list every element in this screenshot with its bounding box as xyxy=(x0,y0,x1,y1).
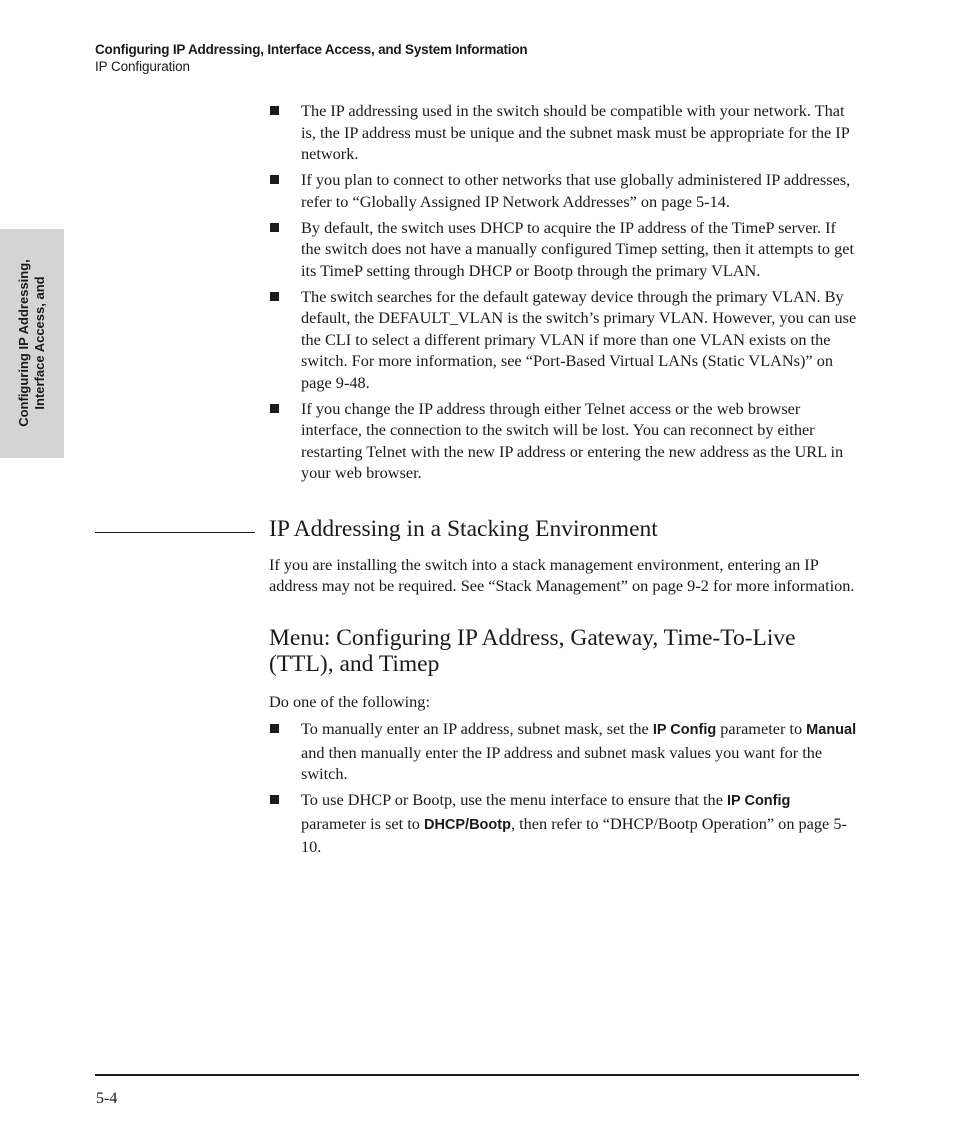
list-item: To use DHCP or Bootp, use the menu interface to ensure that the IP Config parameter is set to DHCP/Bootp, then refer to “DHCP/Bootp Operation” on page 5-10. xyxy=(269,789,859,858)
keyword-manual: Manual xyxy=(806,722,857,738)
bullet-list-menu xyxy=(269,718,859,858)
chapter-title: Configuring IP Addressing, Interface Access, and System Information xyxy=(95,42,528,57)
square-bullet-icon xyxy=(270,223,279,232)
list-item: By default, the switch uses DHCP to acquire the IP address of the TimeP server. If the switch does not have a manually configured Timep setting, then it attempts to get its TimeP setting through DHCP or Bootp through the primary VLAN. xyxy=(269,217,859,282)
footer-rule xyxy=(95,1074,859,1076)
keyword-ip-config: IP Config xyxy=(652,722,717,738)
section-divider xyxy=(95,532,255,533)
square-bullet-icon xyxy=(270,175,279,184)
stacking-paragraph: If you are installing the switch into a stack management environment, entering an IP address may not be required. See “Stack Management” on page 9-2 for more information. xyxy=(269,554,855,595)
section-title: IP Configuration xyxy=(95,59,190,74)
bullet-list-top xyxy=(269,100,859,484)
list-item: The IP addressing used in the switch should be compatible with your network. That is, the IP address must be unique and the subnet mask must be appropriate for the IP network. xyxy=(269,100,859,165)
menu-intro: Do one of the following: xyxy=(269,691,430,711)
square-bullet-icon xyxy=(270,404,279,413)
list-item: If you plan to connect to other networks that use globally administered IP addresses, refer to “Globally Assigned IP Network Addresses” on page 5-14. xyxy=(269,169,859,212)
square-bullet-icon xyxy=(270,724,279,733)
keyword-dhcp-bootp: DHCP/Bootp xyxy=(423,816,511,833)
running-header xyxy=(95,41,527,75)
keyword-ip-config: IP Config xyxy=(727,793,791,809)
list-item: The switch searches for the default gateway device through the primary VLAN. By default, the DEFAULT_VLAN is the switch’s primary VLAN. However, you can use the CLI to select a different primary VLAN if more than one VLAN exists on the switch. For more information, see “Port-Based Virtual LANs (Static VLANs)” on page 9-48. xyxy=(269,286,859,394)
list-item: If you change the IP address through either Telnet access or the web browser interface, the connection to the switch will be lost. You can reconnect by either restarting Telnet with the new IP address or entering the new address as the URL in your web browser. xyxy=(269,398,859,484)
menu-heading: Menu: Configuring IP Address, Gateway, Time-To-Live (TTL), and Timep xyxy=(269,624,796,677)
square-bullet-icon xyxy=(270,795,279,804)
side-tab-text xyxy=(16,229,48,458)
square-bullet-icon xyxy=(270,106,279,115)
chapter-side-tab xyxy=(0,229,64,458)
main-content xyxy=(269,100,859,862)
square-bullet-icon xyxy=(270,292,279,301)
list-item: To manually enter an IP address, subnet mask, set the IP Config parameter to Manual and then manually enter the IP address and subnet mask values you want for the switch. xyxy=(269,718,859,785)
side-tab-line-2: Interface Access, and xyxy=(32,276,47,410)
stacking-heading: IP Addressing in a Stacking Environment xyxy=(269,515,658,542)
side-tab-line-1: Configuring IP Addressing, xyxy=(16,259,31,427)
page-number: 5-4 xyxy=(96,1090,118,1107)
